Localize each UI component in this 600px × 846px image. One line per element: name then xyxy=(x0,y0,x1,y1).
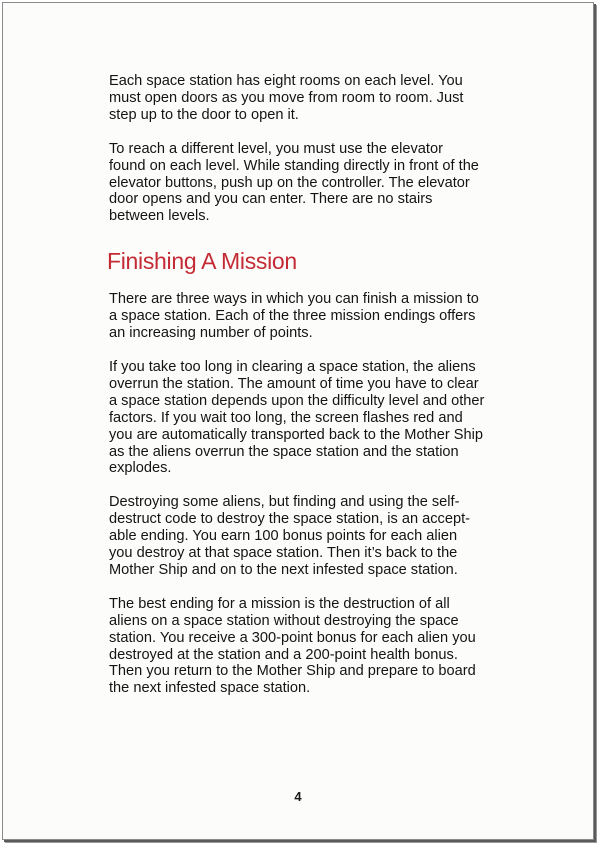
section-heading: Finishing A Mission xyxy=(107,248,297,275)
page-content xyxy=(109,73,529,714)
paragraph-self-destruct: Destroying some aliens, but finding and using the self- destruct code to destroy the space station, is an accept- able ending. You earn 100 bonus points for each alien you destroy at that space station. Then it’s back to the Mother Ship and on to the next infested space station. xyxy=(109,494,470,578)
paragraph-three-ways: There are three ways in which you can finish a mission to a space station. Each of the three mission endings offers an increasing number of points. xyxy=(109,291,479,342)
paragraph-overrun: If you take too long in clearing a space station, the aliens overrun the station. The amount of time you have to clear a space station depends upon the difficulty level and other factors. If you wait too long, the screen flashes red and you are automatically transported back to the Mother Ship as the aliens overrun the space station and the station explodes. xyxy=(109,358,485,477)
manual-page xyxy=(2,2,594,840)
paragraph-rooms: Each space station has eight rooms on each level. You must open doors as you move from room to room. Just step up to the door to open it. xyxy=(109,73,464,123)
paragraph-best-ending: The best ending for a mission is the destruction of all aliens on a space station without destroying the space station. You receive a 300-point bonus for each alien you destroyed at the station and a 200-point health bonus. Then you return to the Mother Ship and prepare to board the next infested space station. xyxy=(109,595,476,697)
page-number: 4 xyxy=(294,789,302,804)
paragraph-elevator: To reach a different level, you must use the elevator found on each level. While standing directly in front of the elevator buttons, push up on the controller. The elevator door opens and you can enter. There are no stairs between levels. xyxy=(109,140,479,225)
